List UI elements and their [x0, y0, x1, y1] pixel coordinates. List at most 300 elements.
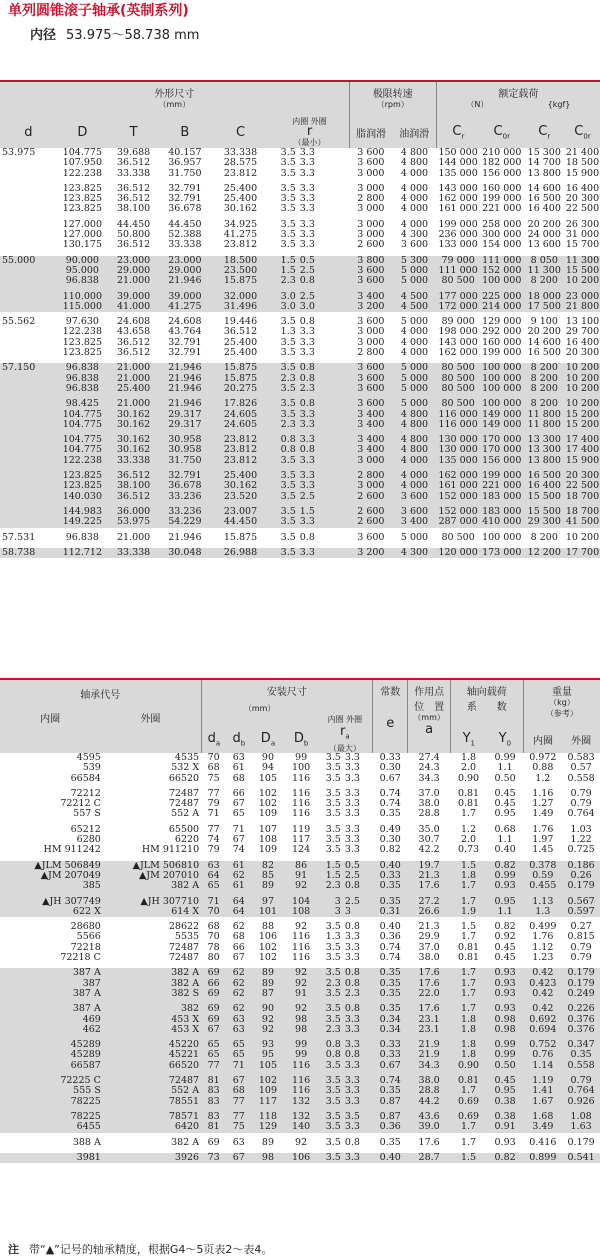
cell: 65	[201, 881, 226, 891]
cell: 116	[292, 953, 311, 964]
cell: 3.5	[280, 183, 296, 194]
cell: 4 000	[400, 204, 429, 215]
cell: 15 500	[524, 507, 565, 517]
cell: 109	[258, 845, 278, 856]
cell: 21.946	[159, 276, 210, 286]
cell: 23.000	[108, 256, 159, 266]
outer-ring-code: 382 A	[103, 968, 201, 978]
cell: 0.35	[379, 1137, 401, 1148]
table-row	[0, 881, 600, 891]
cell: 4 000	[393, 471, 437, 481]
cell: 199 000	[482, 194, 522, 205]
bore-d: 55.562	[2, 317, 36, 328]
const-header: 常数 e	[373, 680, 408, 753]
cell: 20 200	[527, 327, 561, 338]
cell: 3 600	[393, 507, 437, 517]
cell: 71	[207, 809, 220, 820]
cell: 162 000	[438, 194, 478, 205]
table-row	[0, 932, 600, 942]
cell: 0.5	[298, 256, 349, 266]
cell: 0.38	[487, 1097, 524, 1107]
cell: 17 400	[565, 445, 600, 456]
cell: 28.8	[418, 809, 440, 820]
cell: 86	[285, 861, 318, 871]
cell: 3 400	[349, 435, 393, 445]
cell: 160 000	[482, 183, 522, 194]
cell: 116	[292, 932, 311, 943]
cell: 107.950	[62, 158, 102, 169]
outer-ring-code: 532 X	[171, 763, 200, 774]
table-row	[0, 338, 600, 348]
cell: 36.512	[108, 492, 159, 502]
col-oil: 油润滑	[393, 116, 437, 148]
cell: 3.5	[280, 337, 296, 348]
table-row	[0, 169, 600, 179]
col-T: T	[108, 116, 159, 148]
cell: 66	[201, 979, 226, 989]
dimensions-table	[0, 82, 600, 558]
cell: 21.946	[159, 399, 210, 409]
cell: 120 000	[436, 548, 480, 558]
cell: 91	[285, 989, 318, 999]
cell: 0.45	[494, 953, 516, 964]
cell: 8 200	[524, 276, 565, 286]
cell: 0.36	[373, 1122, 408, 1132]
cell: 3 400	[349, 292, 393, 302]
cell: 18 700	[565, 506, 600, 517]
cell: 3.5	[318, 1086, 343, 1096]
cell: 18 000	[524, 292, 565, 302]
cell: 2 800	[357, 194, 385, 205]
cell: 4 000	[393, 456, 437, 466]
cell: 2.3	[318, 1025, 343, 1035]
cell: 0.35	[373, 979, 408, 989]
cell: 2.5	[343, 871, 373, 881]
cell: 104	[285, 897, 318, 907]
table-row	[0, 1015, 600, 1025]
outer-ring-code: 72487	[168, 799, 200, 810]
cell: 123.825	[57, 471, 108, 481]
cell: 117	[292, 835, 311, 846]
cell: 3.5	[325, 753, 341, 763]
cell: 96.838	[57, 363, 108, 373]
cell: 143 000	[438, 337, 478, 348]
cell: 13 600	[527, 240, 561, 251]
cell: 3 800	[349, 256, 393, 266]
cell: 70	[201, 907, 226, 917]
cell: 1.63	[562, 1122, 600, 1132]
cell: 3.3	[344, 824, 360, 835]
cell: 2.3	[298, 384, 349, 394]
cell: 15 900	[565, 455, 600, 466]
bore-d	[0, 240, 57, 250]
cell: 3 000	[357, 168, 385, 179]
bore-label: 内径	[30, 28, 57, 43]
cell: 13 800	[527, 168, 561, 179]
cell: 2.5	[298, 266, 349, 276]
cell: 0.35	[373, 989, 408, 999]
cell: 33.236	[159, 492, 210, 502]
cell: 81	[201, 1122, 226, 1132]
cell: 210 000	[482, 148, 522, 158]
inner-ring-code: 387 A	[0, 968, 103, 978]
cell: 2.5	[298, 292, 349, 302]
cell: 3.3	[299, 230, 315, 241]
cell: 74	[207, 835, 220, 846]
cell: 4 000	[400, 327, 429, 338]
cell: 0.92	[494, 932, 516, 943]
bore-d: 57.531	[2, 532, 36, 543]
cell: 1.27	[532, 799, 554, 810]
cell: 3 600	[357, 148, 385, 158]
cell: 0.33	[373, 1050, 408, 1060]
table-row	[0, 809, 600, 819]
cell: 20 300	[565, 348, 600, 359]
cell: 98	[285, 1025, 318, 1035]
col-ra: $r_a$ （最大）	[318, 725, 373, 753]
cell: 0.49	[379, 824, 401, 835]
cell: 0.69	[450, 1097, 487, 1107]
cell: 0.90	[450, 1061, 487, 1071]
cell: 214 000	[480, 302, 524, 312]
cell: 0.79	[562, 1076, 600, 1086]
cell: 0.8	[343, 979, 373, 989]
cell: 2.3	[271, 276, 298, 286]
cell: 89	[251, 979, 284, 989]
outer-ring-code: 453 X	[103, 1015, 201, 1025]
cell: 111 000	[436, 266, 480, 276]
cell: 36.512	[116, 240, 151, 251]
cell: 100 000	[480, 384, 524, 394]
cell: 26.6	[408, 907, 450, 917]
cell: 0.38	[487, 1112, 524, 1122]
cell: 123.825	[62, 348, 102, 359]
cell: 17.826	[211, 399, 271, 409]
cell: 5 000	[393, 276, 437, 286]
cell: 154 000	[482, 240, 522, 251]
cell: 1.2	[460, 824, 477, 835]
cell: 0.8	[318, 1050, 343, 1060]
cell: 3 000	[349, 456, 393, 466]
bore-d	[0, 481, 57, 491]
cell: 1.5	[450, 1153, 487, 1163]
outer-ring-code: 382 A	[103, 979, 201, 989]
bore-d	[0, 266, 57, 276]
cell: 1.8	[450, 871, 487, 881]
cell: 0.99	[487, 1040, 524, 1050]
cell: 0.8	[271, 445, 298, 455]
cell: 3.5	[280, 148, 296, 158]
cell: 109	[258, 809, 278, 820]
cell: 161 000	[436, 481, 480, 491]
cell: 53.975	[108, 517, 159, 527]
inner-ring-code: 28680	[70, 922, 101, 933]
cell: 199 000	[480, 471, 524, 481]
cell: 3.3	[299, 348, 315, 359]
table-row	[0, 517, 600, 527]
cell: 21.946	[159, 384, 210, 394]
cell: 62	[232, 922, 245, 933]
cell: 21.946	[159, 374, 210, 384]
cell: 29 700	[565, 327, 600, 338]
cell: 16 500	[527, 194, 561, 205]
table-row	[0, 410, 600, 420]
cell: 0.42	[523, 1004, 562, 1014]
cell: 36.000	[108, 507, 159, 517]
cell: 105	[258, 773, 278, 784]
cell: 3.3	[343, 1076, 373, 1086]
cell: 29.000	[159, 266, 210, 276]
footnote-label: 注	[8, 1243, 19, 1256]
cell: 0.179	[562, 968, 600, 978]
bore-d: 58.738	[0, 548, 57, 558]
cell: 0.79	[570, 953, 592, 964]
cell: 2 600	[349, 517, 393, 527]
cell: 1.8	[450, 1025, 487, 1035]
cell: 3.3	[298, 435, 349, 445]
cell: 3.3	[344, 953, 360, 964]
cell: 39.000	[159, 292, 210, 302]
cell: 116	[285, 1086, 318, 1096]
cell: 130 000	[436, 435, 480, 445]
cell: 67	[201, 1025, 226, 1035]
cell: 16 500	[527, 348, 561, 359]
cell: 140.030	[57, 492, 108, 502]
cell: 3.3	[298, 548, 349, 558]
cell: 95	[251, 1050, 284, 1060]
cell: 0.692	[523, 1015, 562, 1025]
cell: 15 200	[565, 409, 600, 420]
cell: 67	[232, 835, 245, 846]
cell: 71	[226, 1061, 251, 1071]
cell: 2.3	[343, 989, 373, 999]
cell: 80	[207, 953, 220, 964]
cell: 140	[285, 1122, 318, 1132]
cell: 65	[226, 1040, 251, 1050]
outer-ring-code: 6220	[174, 835, 200, 846]
cell: 3.0	[271, 302, 298, 312]
outer-ring-code: 72487	[168, 942, 200, 953]
cell: 36.512	[116, 348, 151, 359]
bore-d	[0, 169, 57, 179]
cell: 4 300	[400, 230, 429, 241]
cell: 92	[295, 1137, 308, 1148]
cell: 61	[226, 861, 251, 871]
outer-ring-code: 552 A	[171, 809, 200, 820]
cell: 1.2	[535, 773, 551, 784]
cell: 3.3	[343, 1122, 373, 1132]
cell: 119	[292, 824, 311, 835]
cell: 8 200	[530, 532, 558, 543]
cell: 198 000	[438, 327, 478, 338]
cell: 0.27	[570, 922, 592, 933]
cell: 0.82	[487, 1153, 524, 1163]
cell: 3 200	[349, 548, 393, 558]
cell: 1.1	[497, 763, 513, 774]
cell: 18 700	[565, 491, 600, 502]
cell: 0.74	[379, 799, 401, 810]
cell: 0.499	[529, 922, 557, 933]
cell: 21.3	[418, 922, 440, 933]
cell: 0.88	[532, 763, 554, 774]
cell: 115.000	[57, 302, 108, 312]
cell: 160 000	[482, 337, 522, 348]
cell: 92	[251, 1025, 284, 1035]
cell: 102	[258, 799, 278, 810]
cell: 104.775	[57, 420, 108, 430]
cell: 83	[201, 1097, 226, 1107]
inner-ring-code: 66584	[70, 773, 101, 784]
cell: 99	[285, 1050, 318, 1060]
cell: 3 600	[357, 532, 385, 543]
cell: 32.791	[159, 471, 210, 481]
cell: 0.30	[379, 835, 401, 846]
bore-d	[0, 374, 57, 384]
outer-ring-code: 72487	[103, 1076, 201, 1086]
cell: 77	[226, 1097, 251, 1107]
table-row	[0, 384, 600, 394]
cell: 122.238	[62, 168, 102, 179]
cell: 0.764	[567, 809, 595, 820]
cell: 13 800	[524, 456, 565, 466]
cell: 92	[295, 922, 308, 933]
cell: 96.838	[65, 532, 99, 543]
cell: 36.512	[116, 194, 151, 205]
col-C: C	[211, 116, 271, 148]
cell: 102	[258, 788, 278, 799]
cell: 80 500	[436, 399, 480, 409]
cell: 0.45	[487, 1076, 524, 1086]
outer-ring-header: 外圈	[140, 714, 161, 725]
cell: 0.79	[570, 942, 592, 953]
cell: 30.958	[159, 435, 210, 445]
inner-ring-code: 45289	[0, 1050, 103, 1060]
table-row	[0, 1153, 600, 1163]
cell: 1.19	[523, 1076, 562, 1086]
cell: 1.03	[570, 824, 592, 835]
cell: 0.73	[457, 845, 480, 856]
cell: 23.812	[211, 456, 271, 466]
table-row	[0, 256, 600, 266]
cell: 0.99	[487, 1050, 524, 1060]
table-row	[0, 276, 600, 286]
cell: 3.5	[271, 481, 298, 491]
outer-ring-code: 382 S	[103, 989, 201, 999]
table-row	[0, 158, 600, 168]
outer-ring-code: 614 X	[103, 907, 201, 917]
inner-ring-code: 6280	[76, 835, 101, 846]
cell: 44.450	[116, 219, 151, 230]
col-C0r-kgf: $C_{0r}$	[565, 116, 600, 148]
cell: 3 000	[357, 204, 385, 215]
bore-d	[0, 327, 57, 337]
cell: 33.338	[108, 548, 159, 558]
bore-d: 57.150	[0, 363, 57, 373]
mount-header: 安装尺寸	[201, 680, 372, 703]
cell: 78	[207, 942, 220, 953]
cell: 23.500	[211, 266, 271, 276]
inner-ring-code: ▲JLM 506849	[0, 861, 103, 871]
cell: 50.800	[116, 230, 151, 241]
cell: 10 200	[565, 532, 600, 543]
bore-d	[0, 302, 57, 312]
cell: 3	[343, 907, 373, 917]
cell: 70	[207, 753, 220, 763]
cell: 24.608	[116, 317, 151, 328]
cell: 23.812	[223, 168, 258, 179]
cell: 29.317	[159, 420, 210, 430]
cell: 62	[226, 979, 251, 989]
cell: 2.0	[460, 763, 477, 774]
outer-ring-code: 382 A	[103, 881, 201, 891]
cell: 20 300	[565, 471, 600, 482]
cell: 99	[285, 1040, 318, 1050]
cell: 0.87	[373, 1097, 408, 1107]
cell: 100 000	[480, 363, 524, 373]
cell: 4 800	[393, 435, 437, 445]
col-db: $d_b$	[226, 725, 251, 753]
cell: 1.7	[460, 932, 477, 943]
cell: 23.1	[408, 1015, 450, 1025]
cell: 68	[207, 763, 220, 774]
cell: 3.5	[280, 532, 296, 543]
cell: 129	[251, 1122, 284, 1132]
cell: 16 400	[565, 337, 600, 348]
cell: 5 000	[393, 266, 437, 276]
cell: 30.958	[159, 445, 210, 455]
cell: 3.3	[298, 481, 349, 491]
cell: 122.238	[62, 327, 102, 338]
cell: 24.3	[418, 763, 440, 774]
cell: 13 300	[524, 445, 565, 455]
cell: 17.6	[408, 881, 450, 891]
cell: 89 000	[441, 317, 475, 328]
cell: 2 800	[349, 471, 393, 481]
cell: 2.3	[271, 420, 298, 430]
cell: 41.000	[108, 302, 159, 312]
cell: 0.57	[570, 763, 592, 774]
cell: 27.2	[408, 897, 450, 907]
cell: 3 000	[357, 337, 385, 348]
cell: 0.186	[562, 861, 600, 871]
cell: 4 800	[400, 158, 429, 169]
cell: 33.338	[223, 148, 258, 158]
cell: 21.946	[168, 532, 202, 543]
cell: 8 200	[524, 384, 565, 394]
footnote-text: 带“▲”记号的轴承精度，根据G4～5页表2～表4。	[29, 1243, 273, 1256]
bore-d	[0, 194, 57, 204]
cell: 44.2	[408, 1097, 450, 1107]
bore-d	[0, 348, 57, 358]
cell: 0.35	[373, 1086, 408, 1096]
inner-ring-code: 6455	[0, 1122, 103, 1132]
cell: 70	[207, 932, 220, 943]
cell: 24.605	[211, 410, 271, 420]
cell: 3.3	[344, 763, 360, 774]
cell: 82	[251, 861, 284, 871]
cell: 117	[251, 1097, 284, 1107]
table-row	[0, 374, 600, 384]
cell: 0.95	[487, 1086, 524, 1096]
cell: 0.8	[299, 317, 315, 328]
axial-header: 轴向载荷 系 数	[450, 680, 523, 725]
cell: 292 000	[482, 327, 522, 338]
cell: 64	[226, 907, 251, 917]
cell: 0.423	[523, 979, 562, 989]
cell: 20 200	[527, 219, 561, 230]
cell: 3.5	[318, 1061, 343, 1071]
cell: 1.22	[570, 835, 592, 846]
